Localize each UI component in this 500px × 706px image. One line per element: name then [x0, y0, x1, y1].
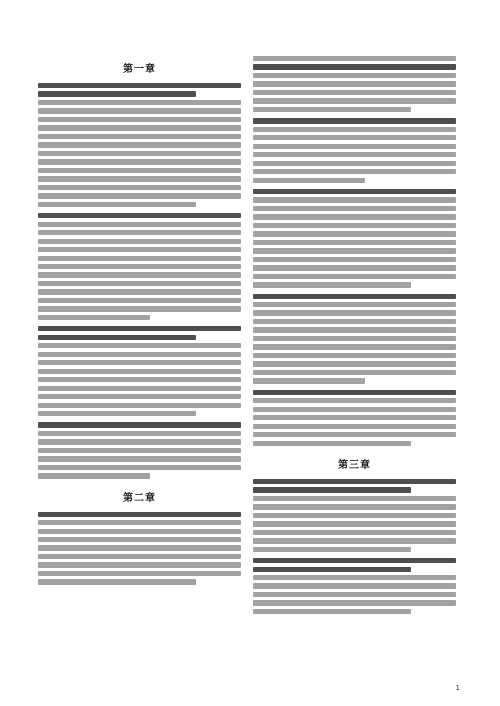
- chapter-title: 第一章: [123, 64, 156, 75]
- question-block: [38, 83, 241, 207]
- question-block: [253, 189, 456, 288]
- left-column: [38, 56, 241, 668]
- question-block: [253, 390, 456, 446]
- chapter-title: 第三章: [338, 459, 371, 471]
- page-number: 1: [455, 684, 460, 692]
- question-block: [253, 479, 456, 552]
- question-block: [38, 512, 241, 585]
- question-block: [38, 422, 241, 478]
- question-block: [253, 294, 456, 384]
- question-block: [253, 558, 456, 614]
- right-column: [253, 56, 456, 668]
- question-block: [38, 213, 241, 320]
- question-block: [253, 56, 456, 112]
- chapter-title: 第二章: [123, 492, 156, 504]
- two-column-layout: [38, 56, 456, 668]
- question-block: [38, 326, 241, 416]
- question-block: [253, 118, 456, 183]
